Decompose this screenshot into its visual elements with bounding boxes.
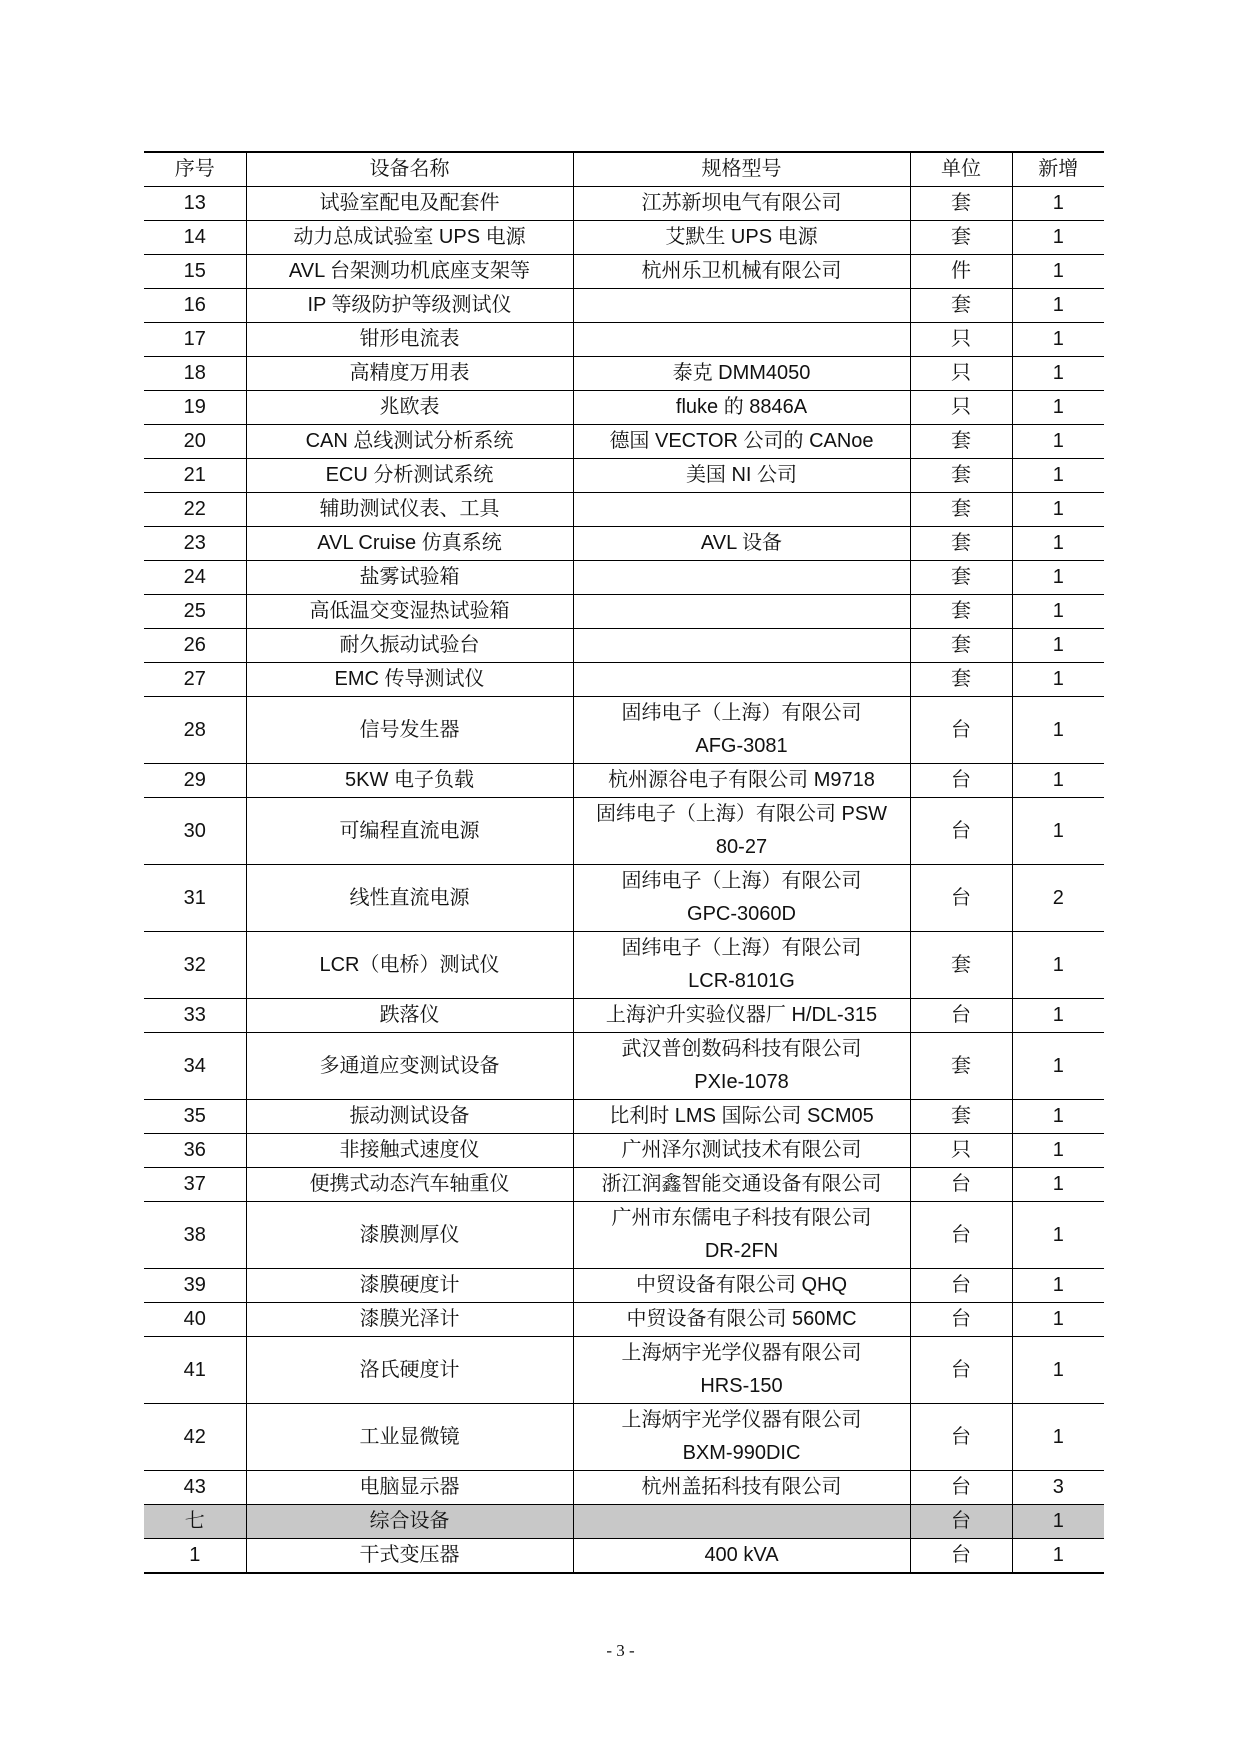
cell-unit: 台	[910, 1404, 1012, 1471]
cell-name: 漆膜光泽计	[246, 1303, 573, 1337]
table-row	[144, 1505, 1104, 1539]
cell-name: 动力总成试验室 UPS 电源	[246, 221, 573, 255]
cell-unit: 只	[910, 1134, 1012, 1168]
table-row	[144, 1471, 1104, 1505]
cell-no: 35	[144, 1100, 246, 1134]
cell-added: 1	[1012, 357, 1104, 391]
cell-name: 便携式动态汽车轴重仪	[246, 1168, 573, 1202]
cell-unit: 台	[910, 1337, 1012, 1404]
cell-no: 36	[144, 1134, 246, 1168]
table-row	[144, 323, 1104, 357]
cell-no: 31	[144, 865, 246, 932]
cell-added: 1	[1012, 561, 1104, 595]
table-row	[144, 663, 1104, 697]
cell-model-line2: HRS-150	[700, 1375, 783, 1397]
cell-model: fluke 的 8846A	[573, 391, 910, 425]
cell-unit: 件	[910, 255, 1012, 289]
table-row	[144, 999, 1104, 1033]
table-row	[144, 561, 1104, 595]
cell-name: 干式变压器	[246, 1539, 573, 1574]
table-row	[144, 1303, 1104, 1337]
cell-added: 1	[1012, 221, 1104, 255]
cell-name: AVL Cruise 仿真系统	[246, 527, 573, 561]
table-row	[144, 1033, 1104, 1100]
cell-model: 美国 NI 公司	[573, 459, 910, 493]
cell-added: 2	[1012, 865, 1104, 932]
cell-unit: 台	[910, 1168, 1012, 1202]
cell-added: 1	[1012, 999, 1104, 1033]
cell-unit: 只	[910, 323, 1012, 357]
cell-model-line2: PXIe-1078	[694, 1071, 789, 1093]
cell-name: 振动测试设备	[246, 1100, 573, 1134]
cell-unit: 只	[910, 391, 1012, 425]
table-row	[144, 932, 1104, 999]
cell-model: 上海沪升实验仪器厂 H/DL-315	[573, 999, 910, 1033]
cell-model: 400 kVA	[573, 1539, 910, 1574]
cell-no: 20	[144, 425, 246, 459]
cell-unit: 套	[910, 629, 1012, 663]
cell-model	[573, 1033, 910, 1100]
cell-model	[573, 1202, 910, 1269]
cell-no: 28	[144, 697, 246, 764]
header-unit: 单位	[910, 152, 1012, 187]
table-row	[144, 1202, 1104, 1269]
cell-name: 辅助测试仪表、工具	[246, 493, 573, 527]
page-number: - 3 -	[606, 1641, 635, 1660]
table-row	[144, 391, 1104, 425]
cell-no: 17	[144, 323, 246, 357]
cell-model-line1: 武汉普创数码科技有限公司	[621, 1038, 862, 1060]
cell-unit: 台	[910, 1202, 1012, 1269]
table-header-row	[144, 152, 1104, 187]
cell-model: 杭州乐卫机械有限公司	[573, 255, 910, 289]
cell-name: 兆欧表	[246, 391, 573, 425]
cell-model-line1: 固纬电子（上海）有限公司 PSW	[595, 803, 888, 825]
cell-unit: 套	[910, 493, 1012, 527]
cell-name: EMC 传导测试仪	[246, 663, 573, 697]
cell-model: 杭州源谷电子有限公司 M9718	[573, 764, 910, 798]
cell-model-line2: DR-2FN	[704, 1240, 779, 1262]
cell-name: 耐久振动试验台	[246, 629, 573, 663]
cell-model: 浙江润鑫智能交通设备有限公司	[573, 1168, 910, 1202]
cell-model-line2: LCR-8101G	[688, 970, 795, 992]
cell-added: 1	[1012, 932, 1104, 999]
cell-unit: 台	[910, 1471, 1012, 1505]
cell-no: 29	[144, 764, 246, 798]
cell-name: 多通道应变测试设备	[246, 1033, 573, 1100]
cell-unit: 台	[910, 1303, 1012, 1337]
cell-unit: 台	[910, 764, 1012, 798]
cell-unit: 套	[910, 663, 1012, 697]
cell-unit: 套	[910, 1100, 1012, 1134]
cell-no: 43	[144, 1471, 246, 1505]
cell-added: 1	[1012, 391, 1104, 425]
table-row	[144, 1134, 1104, 1168]
cell-added: 1	[1012, 697, 1104, 764]
cell-name: 线性直流电源	[246, 865, 573, 932]
cell-added: 1	[1012, 1404, 1104, 1471]
cell-model	[573, 865, 910, 932]
cell-no: 39	[144, 1269, 246, 1303]
cell-model: 比利时 LMS 国际公司 SCM05	[573, 1100, 910, 1134]
cell-added: 1	[1012, 663, 1104, 697]
table-row	[144, 425, 1104, 459]
cell-model	[573, 561, 910, 595]
cell-added: 1	[1012, 1202, 1104, 1269]
cell-model-line1: 广州市东儒电子科技有限公司	[611, 1207, 872, 1229]
cell-name: 5KW 电子负载	[246, 764, 573, 798]
cell-model-line1: 固纬电子（上海）有限公司	[621, 937, 862, 959]
cell-no: 13	[144, 187, 246, 221]
cell-model: 中贸设备有限公司 560MC	[573, 1303, 910, 1337]
cell-unit: 套	[910, 932, 1012, 999]
cell-added: 1	[1012, 255, 1104, 289]
cell-no: 14	[144, 221, 246, 255]
cell-added: 1	[1012, 629, 1104, 663]
equipment-table	[144, 151, 1104, 1574]
cell-unit: 套	[910, 1033, 1012, 1100]
cell-model	[573, 595, 910, 629]
cell-model-line1: 固纬电子（上海）有限公司	[621, 870, 862, 892]
cell-added: 1	[1012, 1168, 1104, 1202]
cell-added: 1	[1012, 527, 1104, 561]
header-no: 序号	[144, 152, 246, 187]
cell-name: ECU 分析测试系统	[246, 459, 573, 493]
cell-unit: 套	[910, 221, 1012, 255]
cell-no: 27	[144, 663, 246, 697]
cell-name: IP 等级防护等级测试仪	[246, 289, 573, 323]
cell-model-line2: 80-27	[715, 836, 768, 858]
cell-name: 漆膜硬度计	[246, 1269, 573, 1303]
table-row	[144, 1100, 1104, 1134]
cell-unit: 套	[910, 595, 1012, 629]
cell-no: 32	[144, 932, 246, 999]
cell-unit: 套	[910, 527, 1012, 561]
cell-unit: 套	[910, 187, 1012, 221]
cell-model	[573, 663, 910, 697]
table-row	[144, 1539, 1104, 1574]
cell-unit: 只	[910, 357, 1012, 391]
cell-model	[573, 493, 910, 527]
cell-unit: 台	[910, 865, 1012, 932]
cell-model-line1: 上海炳宇光学仪器有限公司	[621, 1342, 862, 1364]
cell-model	[573, 798, 910, 865]
cell-unit: 台	[910, 999, 1012, 1033]
cell-name: LCR（电桥）测试仪	[246, 932, 573, 999]
header-added: 新增	[1012, 152, 1104, 187]
cell-added: 1	[1012, 1033, 1104, 1100]
cell-added: 1	[1012, 1134, 1104, 1168]
cell-model-line1: 上海炳宇光学仪器有限公司	[621, 1409, 862, 1431]
cell-added: 1	[1012, 1539, 1104, 1574]
cell-model: AVL 设备	[573, 527, 910, 561]
cell-name: 非接触式速度仪	[246, 1134, 573, 1168]
cell-no: 30	[144, 798, 246, 865]
cell-name: 高低温交变湿热试验箱	[246, 595, 573, 629]
table-row	[144, 798, 1104, 865]
header-name: 设备名称	[246, 152, 573, 187]
cell-no: 26	[144, 629, 246, 663]
table-row	[144, 1404, 1104, 1471]
cell-no: 38	[144, 1202, 246, 1269]
cell-name: 漆膜测厚仪	[246, 1202, 573, 1269]
cell-name: 高精度万用表	[246, 357, 573, 391]
table-row	[144, 527, 1104, 561]
cell-no: 34	[144, 1033, 246, 1100]
cell-model	[573, 289, 910, 323]
table-row	[144, 865, 1104, 932]
cell-name: 信号发生器	[246, 697, 573, 764]
cell-name: AVL 台架测功机底座支架等	[246, 255, 573, 289]
cell-added: 3	[1012, 1471, 1104, 1505]
cell-model: 中贸设备有限公司 QHQ	[573, 1269, 910, 1303]
cell-added: 1	[1012, 425, 1104, 459]
cell-no: 15	[144, 255, 246, 289]
header-model: 规格型号	[573, 152, 910, 187]
cell-unit: 台	[910, 1269, 1012, 1303]
cell-no: 七	[144, 1505, 246, 1539]
cell-no: 33	[144, 999, 246, 1033]
cell-model: 艾默生 UPS 电源	[573, 221, 910, 255]
cell-no: 40	[144, 1303, 246, 1337]
cell-model	[573, 1337, 910, 1404]
cell-no: 22	[144, 493, 246, 527]
cell-model	[573, 629, 910, 663]
cell-no: 23	[144, 527, 246, 561]
cell-model-line2: AFG-3081	[695, 735, 788, 757]
cell-added: 1	[1012, 289, 1104, 323]
cell-unit: 套	[910, 561, 1012, 595]
cell-no: 19	[144, 391, 246, 425]
table-row	[144, 187, 1104, 221]
cell-model	[573, 1505, 910, 1539]
table-row	[144, 764, 1104, 798]
cell-added: 1	[1012, 459, 1104, 493]
table-row	[144, 221, 1104, 255]
cell-unit: 台	[910, 697, 1012, 764]
cell-no: 41	[144, 1337, 246, 1404]
table-row	[144, 1168, 1104, 1202]
cell-unit: 台	[910, 1539, 1012, 1574]
table-row	[144, 357, 1104, 391]
cell-name: 可编程直流电源	[246, 798, 573, 865]
cell-added: 1	[1012, 187, 1104, 221]
cell-added: 1	[1012, 1269, 1104, 1303]
cell-model-line1: 固纬电子（上海）有限公司	[621, 702, 862, 724]
cell-model: 德国 VECTOR 公司的 CANoe	[573, 425, 910, 459]
cell-added: 1	[1012, 493, 1104, 527]
cell-unit: 套	[910, 425, 1012, 459]
cell-name: 电脑显示器	[246, 1471, 573, 1505]
cell-model-line2: GPC-3060D	[687, 903, 796, 925]
cell-model: 泰克 DMM4050	[573, 357, 910, 391]
table-row	[144, 289, 1104, 323]
cell-no: 24	[144, 561, 246, 595]
cell-model	[573, 1404, 910, 1471]
cell-added: 1	[1012, 1505, 1104, 1539]
cell-no: 37	[144, 1168, 246, 1202]
cell-name: CAN 总线测试分析系统	[246, 425, 573, 459]
cell-added: 1	[1012, 1303, 1104, 1337]
cell-added: 1	[1012, 1100, 1104, 1134]
table-row	[144, 493, 1104, 527]
cell-no: 18	[144, 357, 246, 391]
cell-name: 盐雾试验箱	[246, 561, 573, 595]
table-row	[144, 1337, 1104, 1404]
cell-added: 1	[1012, 798, 1104, 865]
cell-name: 综合设备	[246, 1505, 573, 1539]
cell-model: 杭州盖拓科技有限公司	[573, 1471, 910, 1505]
cell-model: 广州泽尔测试技术有限公司	[573, 1134, 910, 1168]
cell-added: 1	[1012, 1337, 1104, 1404]
cell-model	[573, 697, 910, 764]
cell-unit: 套	[910, 459, 1012, 493]
cell-no: 1	[144, 1539, 246, 1574]
cell-model: 江苏新坝电气有限公司	[573, 187, 910, 221]
cell-unit: 台	[910, 798, 1012, 865]
table-row	[144, 459, 1104, 493]
cell-name: 跌落仪	[246, 999, 573, 1033]
cell-added: 1	[1012, 323, 1104, 357]
table-row	[144, 629, 1104, 663]
cell-unit: 套	[910, 289, 1012, 323]
cell-model-line2: BXM-990DIC	[682, 1442, 801, 1464]
cell-no: 42	[144, 1404, 246, 1471]
table-row	[144, 1269, 1104, 1303]
cell-name: 洛氏硬度计	[246, 1337, 573, 1404]
cell-added: 1	[1012, 764, 1104, 798]
cell-name: 工业显微镜	[246, 1404, 573, 1471]
cell-no: 21	[144, 459, 246, 493]
cell-model	[573, 323, 910, 357]
table-row	[144, 697, 1104, 764]
cell-no: 25	[144, 595, 246, 629]
cell-name: 钳形电流表	[246, 323, 573, 357]
cell-added: 1	[1012, 595, 1104, 629]
cell-no: 16	[144, 289, 246, 323]
cell-model	[573, 932, 910, 999]
cell-name: 试验室配电及配套件	[246, 187, 573, 221]
cell-unit: 台	[910, 1505, 1012, 1539]
table-row	[144, 255, 1104, 289]
table-row	[144, 595, 1104, 629]
